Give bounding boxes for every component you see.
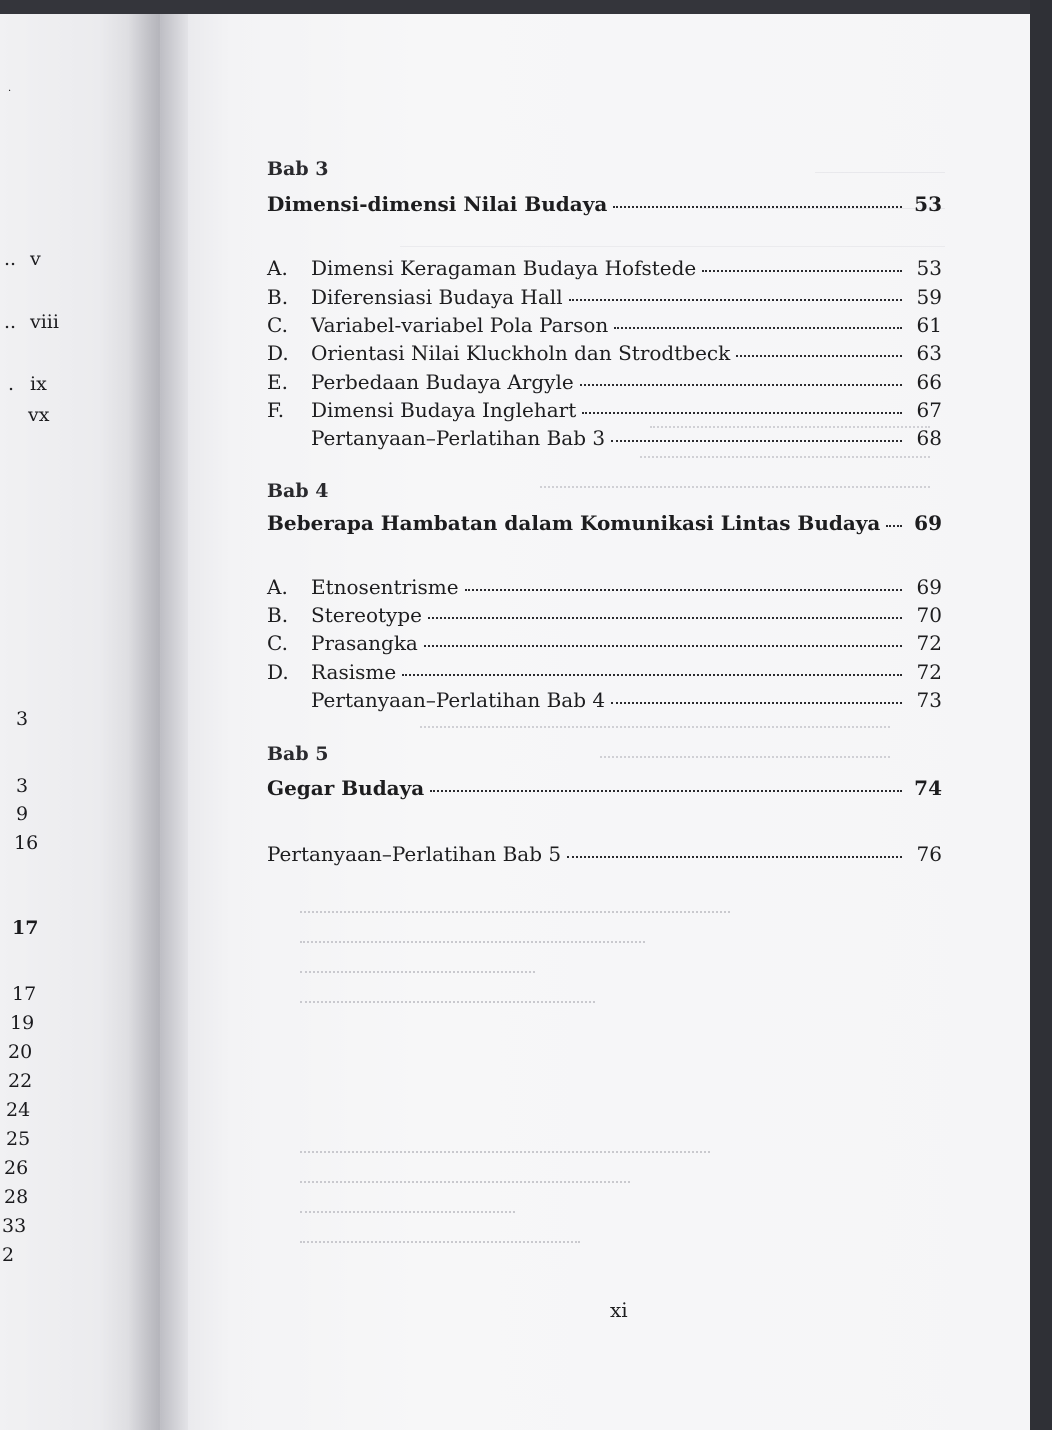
entry-letter: A. (267, 256, 288, 280)
leader-dots (424, 644, 902, 647)
entry-title: Gegar Budaya (267, 776, 425, 800)
left-page-number: 9 (16, 803, 29, 825)
left-page-number: 28 (4, 1186, 29, 1208)
toc-entry[interactable] (267, 842, 942, 866)
left-page-number: 17 (12, 983, 37, 1005)
page-folio: xi (610, 1298, 628, 1322)
entry-page: 63 (916, 341, 942, 365)
entry-title: Pertanyaan–Perlatihan Bab 3 (311, 426, 606, 450)
entry-page: 66 (916, 370, 942, 394)
leader-dots (430, 789, 902, 792)
entry-page: 72 (916, 631, 942, 655)
entry-title: Stereotype (311, 603, 422, 627)
left-page-number: v (30, 248, 41, 270)
left-page-number: 24 (6, 1099, 31, 1121)
toc-entry[interactable] (267, 575, 942, 599)
entry-letter: B. (267, 603, 289, 627)
entry-page: 61 (916, 313, 942, 337)
toc-entry[interactable] (267, 398, 942, 422)
left-page-number: 22 (8, 1070, 33, 1092)
entry-letter: B. (267, 285, 289, 309)
entry-page: 53 (914, 192, 942, 216)
leader-dots (567, 855, 902, 858)
left-page-mark: · (8, 86, 12, 97)
entry-title: Etnosentrisme (311, 575, 459, 599)
leader-dots (613, 205, 902, 208)
leader-dots (736, 354, 902, 357)
entry-page: 69 (916, 575, 942, 599)
entry-page: 69 (914, 511, 942, 535)
chapter-label: Bab 5 (267, 743, 329, 765)
chapter-heading-entry[interactable] (267, 776, 942, 800)
leader-dots (582, 411, 902, 414)
toc-entry[interactable] (267, 603, 942, 627)
left-page-number: 16 (14, 832, 39, 854)
left-page-number: 25 (6, 1128, 31, 1150)
entry-page: 74 (914, 776, 942, 800)
toc-entry[interactable] (267, 426, 942, 450)
entry-title: Prasangka (311, 631, 418, 655)
toc-entry[interactable] (267, 256, 942, 280)
left-page-number: 3 (16, 775, 29, 797)
left-page-number: ix (30, 373, 47, 395)
entry-title: Orientasi Nilai Kluckholn dan Strodtbeck (311, 341, 731, 365)
left-page-number: 17 (12, 917, 39, 939)
leader-dots (569, 298, 902, 301)
toc-entry[interactable] (267, 341, 942, 365)
entry-page: 59 (916, 285, 942, 309)
entry-letter: C. (267, 313, 288, 337)
entry-page: 67 (916, 398, 942, 422)
toc-entry[interactable] (267, 370, 942, 394)
leader-dots (702, 269, 902, 272)
leader-dots (465, 588, 902, 591)
leader-dots (580, 383, 902, 386)
entry-letter: E. (267, 370, 288, 394)
toc-entry[interactable] (267, 285, 942, 309)
left-page-number: 3 (16, 708, 29, 730)
entry-letter: D. (267, 660, 289, 684)
entry-title: Beberapa Hambatan dalam Komunikasi Lintas Budaya (267, 511, 881, 535)
left-page-number: 2 (2, 1244, 15, 1266)
entry-letter: F. (267, 398, 285, 422)
toc-entry[interactable] (267, 631, 942, 655)
entry-title: Rasisme (311, 660, 397, 684)
entry-letter: C. (267, 631, 288, 655)
entry-page: 73 (916, 688, 942, 712)
chapter-heading-entry[interactable] (267, 192, 942, 216)
leader-dots (428, 616, 902, 619)
leader-dots (611, 439, 902, 442)
leader-dots (886, 524, 902, 527)
entry-title: Pertanyaan–Perlatihan Bab 4 (311, 688, 606, 712)
toc-entry[interactable] (267, 313, 942, 337)
entry-title: Perbedaan Budaya Argyle (311, 370, 574, 394)
toc-entry[interactable] (267, 688, 942, 712)
entry-page: 76 (916, 842, 942, 866)
chapter-heading-entry[interactable] (267, 511, 942, 535)
entry-title: Dimensi Budaya Inglehart (311, 398, 577, 422)
leader-dots (611, 701, 902, 704)
left-page-number: 33 (2, 1215, 27, 1237)
leader-dots (614, 326, 902, 329)
chapter-label: Bab 4 (267, 480, 329, 502)
entry-title: Pertanyaan–Perlatihan Bab 5 (267, 842, 562, 866)
left-page-dots: .. (4, 311, 17, 333)
entry-letter: A. (267, 575, 288, 599)
scanner-edge-right (1030, 0, 1052, 1430)
page-gutter-shadow (128, 14, 188, 1430)
left-page-dots: .. (4, 248, 17, 270)
left-page-number: vx (28, 404, 50, 426)
entry-page: 68 (916, 426, 942, 450)
entry-title: Diferensiasi Budaya Hall (311, 285, 563, 309)
entry-title: Variabel-variabel Pola Parson (311, 313, 609, 337)
chapter-label: Bab 3 (267, 158, 329, 180)
entry-title: Dimensi Keragaman Budaya Hofstede (311, 256, 697, 280)
leader-dots (402, 673, 902, 676)
left-page-number: 20 (8, 1041, 33, 1063)
entry-page: 53 (916, 256, 942, 280)
entry-title: Dimensi-dimensi Nilai Budaya (267, 192, 608, 216)
entry-page: 72 (916, 660, 942, 684)
left-page-dots: . (8, 373, 15, 395)
toc-entry[interactable] (267, 660, 942, 684)
left-page-number: 19 (10, 1012, 35, 1034)
entry-page: 70 (916, 603, 942, 627)
left-page-number: viii (30, 311, 59, 333)
entry-letter: D. (267, 341, 289, 365)
left-page-number: 26 (4, 1157, 29, 1179)
